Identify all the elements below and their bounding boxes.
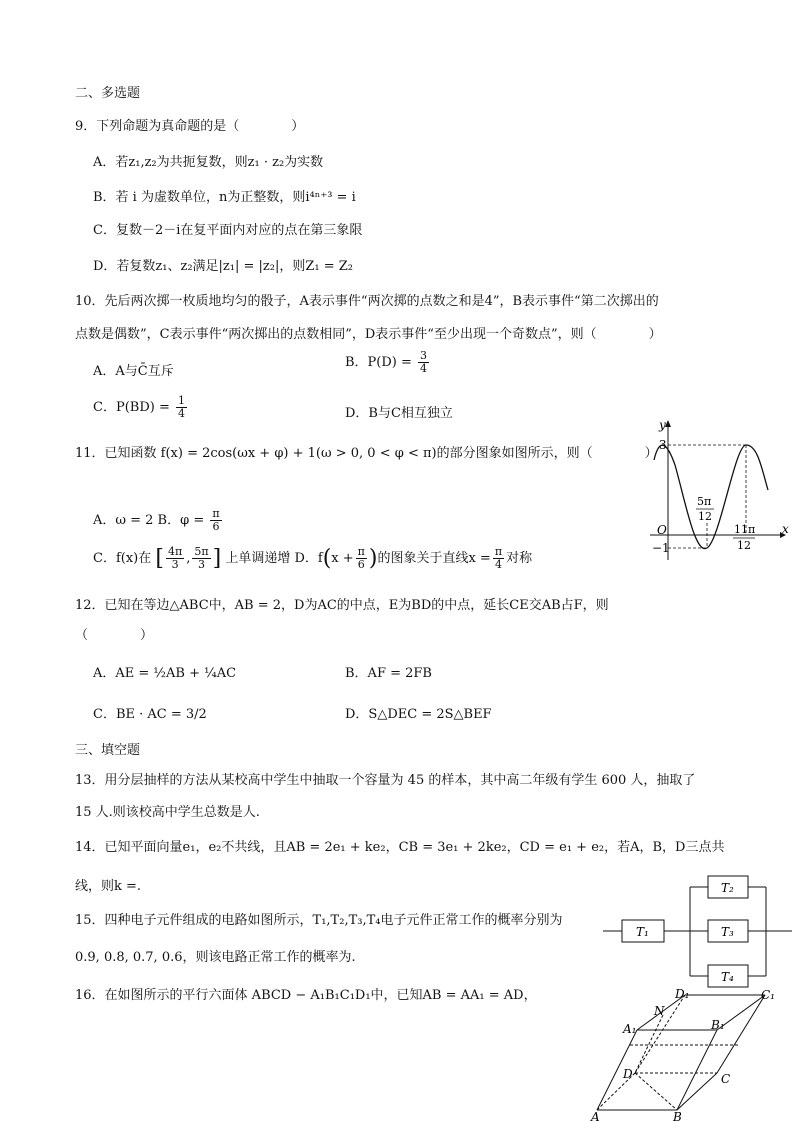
vertex-c: C: [721, 1072, 731, 1086]
question-12-stem: 12．已知在等边△ABC中，AB = 2，D为AC的中点，E为BD的中点，延长CE交AB占F，则: [75, 598, 609, 613]
t3-label: T₃: [721, 925, 734, 939]
origin-label: O: [657, 523, 667, 537]
x-tick2-num: 11π: [734, 523, 756, 536]
point-n: N: [654, 1004, 665, 1018]
q11-c-num1: 4π: [167, 545, 183, 558]
q10-b-den: 4: [420, 362, 428, 375]
question-11-option-a-b: [93, 508, 224, 533]
x-tick1-num: 5π: [697, 495, 712, 508]
t4-label: T₄: [721, 970, 734, 984]
question-15-line1: 15．四种电子元件组成的电路如图所示，T₁,T₂,T₃,T₄电子元件正常工作的概率分别为: [75, 913, 563, 928]
segment-db: [635, 1073, 677, 1110]
q11-c-frac2: [192, 546, 210, 571]
question-9-option-c: C．复数－2－i在复平面内对应的点在第三象限: [93, 223, 363, 238]
x-axis-label: x: [782, 522, 789, 536]
question-9-option-b: B．若 i 为虚数单位，n为正整数，则i⁴ⁿ⁺³ = i: [93, 190, 356, 205]
question-10-option-b: [345, 350, 431, 375]
q11-d-num1: π: [357, 545, 365, 558]
question-12-option-b: B．AF = 2FB: [345, 666, 432, 681]
x-tick1-den: 12: [698, 510, 712, 523]
question-13-line2: 15 人.则该校高中学生总数是人.: [75, 805, 260, 820]
question-12-option-c: C．BE · AC = 3/2: [93, 707, 207, 722]
vertex-a: A: [591, 1110, 600, 1123]
q11-c-frac1: [166, 546, 184, 571]
q11-d-inner: x +: [331, 551, 354, 566]
q11-b-num: π: [212, 507, 220, 520]
question-10-option-d: D．B与C相互独立: [345, 406, 453, 421]
q10-b-text: B．P(D) =: [345, 355, 412, 370]
t1-label: T₁: [636, 925, 649, 939]
vertex-b1: B₁: [711, 1018, 725, 1032]
question-13-line1: 13．用分层抽样的方法从某校高中学生中抽取一个容量为 45 的样本，其中高二年级有学生 600 人，抽取了: [75, 773, 696, 788]
vertex-c1: C₁: [761, 988, 775, 1002]
question-9-stem: 9．下列命题为真命题的是（ ）: [75, 119, 305, 134]
question-12-option-d: D．S△DEC = 2S△BEF: [345, 707, 492, 722]
q11-b-fraction: [210, 508, 221, 533]
question-15-line2: 0.9, 0.8, 0.7, 0.6，则该电路正常工作的概率为.: [75, 950, 356, 965]
vertex-d1: D₁: [675, 987, 690, 1001]
segment-nd: [635, 1015, 663, 1073]
q11-ab-text: A．ω = 2 B．φ =: [93, 513, 205, 528]
q11-c-num2: 5π: [194, 545, 209, 558]
question-14-line2: 线，则k =.: [75, 879, 142, 894]
question-16-line1: 16．在如图所示的平行六面体 ABCD − A₁B₁C₁D₁中，已知AB = AA₁ = AD，: [75, 988, 537, 1003]
circuit-diagram: [600, 870, 794, 1000]
y-tick-minus1: −1: [652, 541, 670, 555]
question-9-option-a: A．若z₁,z₂为共扼复数，则z₁ · z₂为实数: [93, 155, 324, 170]
q10-b-num: 3: [420, 349, 428, 362]
vertex-d: D: [623, 1067, 633, 1081]
question-9-option-d: D．若复数z₁、z₂满足|z₁| = |z₂|，则Z₁ = Z₂: [93, 259, 353, 274]
x-tick2-den: 12: [737, 539, 751, 552]
question-10-stem-line2: 点数是偶数”，C表示事件“两次掷出的点数相同”，D表示事件“至少出现一个奇数点”，则（ ）: [75, 327, 662, 342]
q11-c-den2: 3: [197, 558, 205, 571]
edge-bb1: [677, 1030, 717, 1110]
t2-label: T₂: [721, 881, 734, 895]
vertex-a1: A₁: [623, 1022, 637, 1036]
y-axis-arrow: [665, 420, 671, 427]
y-axis-label: y: [659, 418, 666, 432]
edge-bc: [677, 1073, 717, 1110]
question-11-stem: 11．已知函数 f(x) = 2cos(ωx + φ) + 1(ω > 0, 0 < φ < π)的部分图象如图所示，则（ ）: [75, 446, 658, 461]
q11-c-den1: 3: [171, 558, 179, 571]
q10-c-fraction: [176, 395, 187, 420]
q11-d-end: 对称: [506, 551, 533, 566]
q10-b-fraction: [418, 350, 429, 375]
section-heading-fill-in: 三、填空题: [75, 743, 141, 758]
q11-d-frac2: [493, 546, 504, 571]
q10-c-num: 1: [177, 394, 185, 407]
vertex-b: B: [673, 1110, 682, 1123]
question-12-option-a: A．AE = ½AB + ¼AC: [93, 666, 237, 681]
question-10-option-c: [93, 395, 189, 420]
q10-c-den: 4: [177, 407, 185, 420]
q11-d-den2: 4: [494, 558, 502, 571]
q11-d-num2: π: [494, 545, 503, 558]
y-tick-3: 3: [659, 438, 667, 452]
question-14-line1: 14．已知平面向量e₁，e₂不共线，且AB = 2e₁ + ke₂，CB = 3e₁ + 2ke₂，CD = e₁ + e₂，若A，B，D三点共: [75, 840, 725, 855]
q11-c-text: C．f(x)在: [93, 551, 152, 566]
q11-d-text: 上单调递增 D．f: [225, 551, 323, 566]
question-10-stem-line1: 10．先后两次掷一枚质地均匀的骰子，A表示事件“两次掷的点数之和是4”，B表示事件“第二次掷出的: [75, 294, 659, 309]
section-heading-multiple-choice: 二、多选题: [75, 86, 141, 101]
q10-c-text: C．P(BD) =: [93, 400, 170, 415]
question-10-option-a: A．A与C̄互斥: [93, 364, 174, 379]
edge-cc1: [717, 995, 765, 1073]
cosine-graph-figure: [640, 415, 790, 565]
q11-d-post: 的图象关于直线x =: [377, 551, 491, 566]
question-12-paren: （ ）: [75, 628, 154, 643]
q11-d-frac1: [356, 546, 367, 571]
q11-b-den: 6: [212, 520, 220, 533]
question-11-option-c-d: C．f(x)在 [ $\frac{4\pi}{3}$ , $\frac{5\pi}{3}$ ] 上单调递增 D．f(x + $\frac{\pi}{6}$ )的图象关于直线x = $\frac{\pi}{4}$ 对称: [93, 545, 533, 571]
parallelepiped-figure: [585, 985, 790, 1123]
q11-d-den1: 6: [357, 558, 365, 571]
